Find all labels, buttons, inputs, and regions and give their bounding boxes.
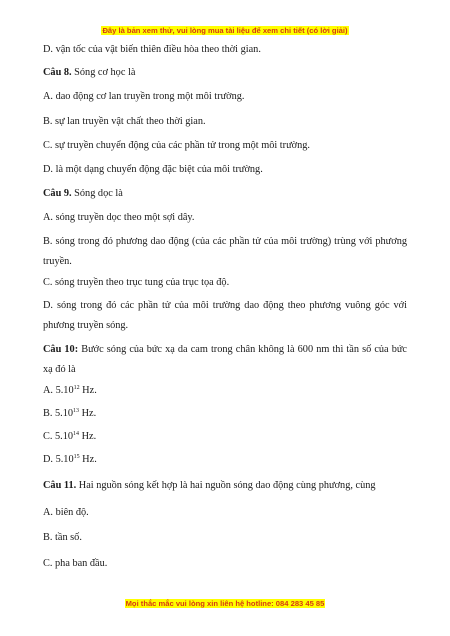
question-9 — [43, 188, 407, 200]
question-11-option-a: A. biên độ. — [43, 507, 89, 518]
question-10 — [43, 340, 407, 380]
question-10-option-a: A. 5.10$^{12}$ Hz. — [43, 385, 97, 396]
question-10-label: Câu 10: — [43, 344, 79, 355]
question-8-option-b: B. sự lan truyền vật chất theo thời gian. — [43, 116, 206, 127]
question-11-option-c: C. pha ban đầu. — [43, 558, 108, 569]
question-11-label: Câu 11. — [43, 480, 77, 491]
question-9-label: Câu 9. — [43, 188, 72, 199]
question-8 — [43, 67, 407, 79]
question-11-text: Hai nguồn sóng kết hợp là hai nguồn sóng dao động cùng phương, cùng — [76, 480, 376, 491]
preview-notice-banner: Đây là bản xem thử, vui lòng mua tài liệu để xem chi tiết (có lời giải) — [102, 26, 348, 35]
question-8-label: Câu 8. — [43, 67, 72, 78]
question-10-text: Bước sóng của bức xạ da cam trong chân không là 600 nm thì tần số của bức xạ đó là — [43, 344, 407, 375]
question-10-option-b: B. 5.10$^{13}$ Hz. — [43, 408, 97, 419]
question-9-option-b: B. sóng trong đó phương dao động (của các phần tử của môi trường) trùng với phương truyền. — [43, 236, 407, 267]
question-11-option-b: B. tần số. — [43, 532, 82, 543]
hotline-contact-banner: Mọi thắc mắc vui lòng xin liên hệ hotline: 084 283 45 85 — [125, 599, 325, 608]
question-9-option-c: C. sóng truyền theo trục tung của trục tọa độ. — [43, 277, 230, 288]
question-8-option-c: C. sự truyền chuyển động của các phần tử trong một môi trường. — [43, 140, 310, 151]
question-9-option-d: D. sóng trong đó các phần tử của môi trường dao động theo phương vuông góc với phương truyền sóng. — [43, 300, 407, 331]
question-10-option-d: D. 5.10$^{15}$ Hz. — [43, 454, 97, 465]
prev-question-option-d: D. vận tốc của vật biến thiên điều hòa theo thời gian. — [43, 44, 261, 55]
question-9-text: Sóng dọc là — [71, 188, 123, 199]
question-8-text: Sóng cơ học là — [71, 67, 136, 78]
question-10-option-c: C. 5.10$^{14}$ Hz. — [43, 431, 97, 442]
question-8-option-a: A. dao động cơ lan truyền trong một môi trường. — [43, 91, 245, 102]
question-9-option-a: A. sóng truyền dọc theo một sợi dây. — [43, 212, 195, 223]
question-8-option-d: D. là một dạng chuyển động đặc biệt của môi trường. — [43, 164, 263, 175]
question-11 — [43, 480, 407, 492]
